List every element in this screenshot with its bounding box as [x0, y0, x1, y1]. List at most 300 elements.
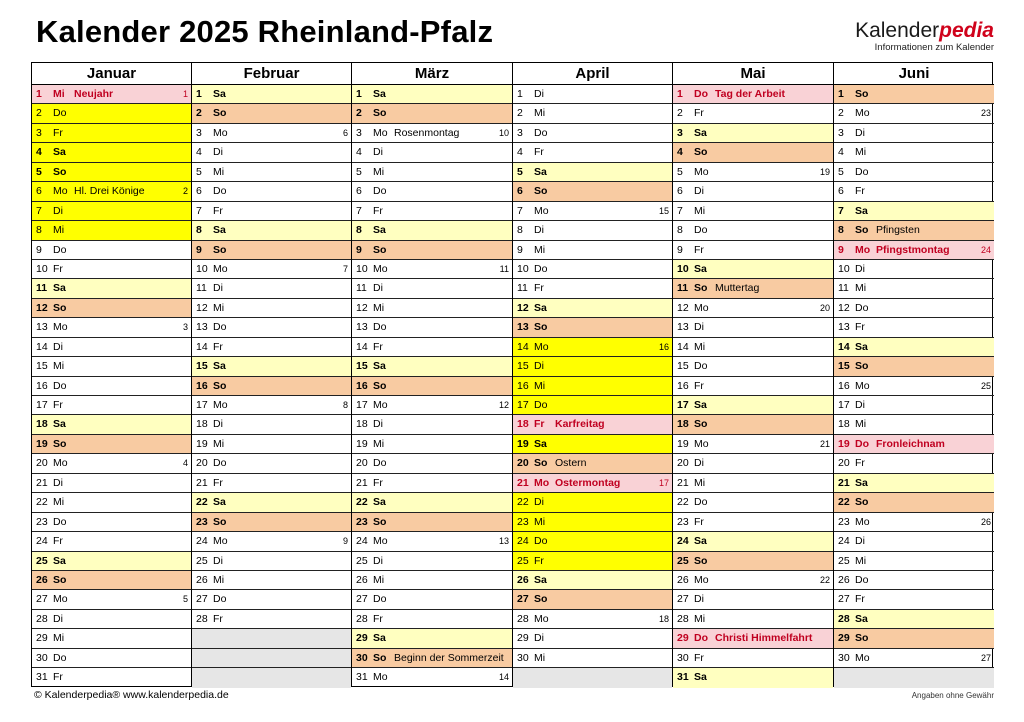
- day-row: [32, 396, 191, 415]
- day-number: 19: [356, 437, 368, 450]
- holiday-label: Tag der Arbeit: [715, 88, 786, 100]
- day-number: 6: [356, 185, 362, 198]
- day-number: 18: [356, 418, 368, 431]
- holiday-label: Neujahr: [74, 88, 114, 100]
- day-row: [673, 241, 833, 260]
- day-number: 19: [36, 437, 48, 450]
- day-row: [513, 299, 672, 318]
- day-number: 27: [517, 593, 529, 606]
- day-row: [352, 493, 512, 512]
- day-number: 26: [196, 573, 208, 586]
- weekday: Do: [53, 107, 67, 120]
- holiday-label: Karfreitag: [555, 418, 605, 431]
- day-row: [352, 241, 512, 260]
- weekday: Sa: [534, 573, 547, 586]
- day-number: 7: [838, 204, 844, 217]
- day-number: 5: [196, 165, 202, 178]
- day-number: 13: [517, 321, 529, 334]
- day-row: [192, 85, 351, 104]
- page-title: Kalender 2025 Rheinland-Pfalz: [36, 14, 494, 49]
- day-number: 2: [838, 107, 844, 120]
- day-row: [513, 532, 672, 551]
- day-row: [352, 124, 512, 143]
- day-number: 12: [517, 301, 529, 314]
- day-number: 9: [517, 243, 523, 256]
- day-row: [834, 396, 994, 415]
- weekday: Mo: [534, 612, 549, 625]
- day-number: 7: [677, 204, 683, 217]
- day-number: 26: [36, 573, 48, 586]
- week-number: 3: [182, 322, 188, 333]
- weekday: Fr: [373, 340, 383, 353]
- weekday: Mo: [373, 671, 388, 684]
- weekday: Fr: [373, 476, 383, 489]
- day-number: 8: [517, 224, 523, 237]
- weekday: Mo: [855, 379, 870, 392]
- weekday: Sa: [534, 165, 547, 178]
- weekday: Mo: [534, 204, 549, 217]
- weekday: So: [694, 554, 708, 567]
- day-row-empty: [834, 668, 994, 687]
- day-number: 25: [517, 554, 529, 567]
- weekday: Mi: [694, 612, 706, 625]
- day-number: 8: [196, 224, 202, 237]
- day-number: 18: [677, 418, 689, 431]
- brand-name-accent: pedia: [939, 19, 994, 42]
- day-number: 14: [838, 340, 850, 353]
- day-row: [673, 571, 833, 590]
- day-number: 11: [517, 282, 528, 295]
- weekday: Di: [534, 360, 544, 373]
- day-row: [32, 590, 191, 609]
- day-number: 1: [356, 88, 362, 100]
- day-row-empty: [192, 629, 351, 648]
- day-number: 14: [196, 340, 208, 353]
- day-number: 10: [196, 262, 208, 275]
- day-row: [834, 279, 994, 298]
- day-number: 1: [677, 88, 683, 100]
- day-row: [32, 357, 191, 376]
- day-number: 16: [838, 379, 850, 392]
- day-row: [32, 474, 191, 493]
- day-row: [673, 318, 833, 337]
- day-row: [673, 85, 833, 104]
- day-row: [834, 513, 994, 532]
- day-row: [834, 202, 994, 221]
- day-number: 13: [677, 321, 689, 334]
- day-number: 28: [517, 612, 529, 625]
- day-number: 11: [196, 282, 207, 295]
- day-number: 5: [677, 165, 683, 178]
- weekday: Mi: [53, 224, 65, 237]
- day-row: [673, 415, 833, 434]
- day-row: [673, 610, 833, 629]
- weekday: Mi: [534, 515, 546, 528]
- week-number: 26: [980, 516, 991, 527]
- day-row: [352, 85, 512, 104]
- weekday: Di: [53, 340, 63, 353]
- day-number: 20: [517, 457, 529, 470]
- weekday: Do: [213, 321, 227, 334]
- day-number: 3: [838, 126, 844, 139]
- day-number: 15: [196, 360, 208, 373]
- day-row: [352, 299, 512, 318]
- week-number: 4: [182, 458, 188, 469]
- weekday: Mo: [53, 593, 68, 606]
- weekday: Mo: [694, 301, 709, 314]
- day-row: [834, 163, 994, 182]
- day-row: [192, 221, 351, 240]
- day-number: 10: [517, 262, 529, 275]
- day-row: [32, 318, 191, 337]
- day-number: 15: [36, 360, 48, 373]
- day-number: 25: [36, 554, 48, 567]
- day-number: 20: [36, 457, 48, 470]
- week-number: 14: [498, 672, 509, 683]
- day-row: [32, 435, 191, 454]
- week-number: 25: [980, 380, 991, 391]
- day-row: [513, 338, 672, 357]
- day-row: [834, 610, 994, 629]
- weekday: Di: [534, 88, 544, 100]
- day-number: 8: [677, 224, 683, 237]
- day-row: [673, 454, 833, 473]
- weekday: Mo: [534, 476, 550, 489]
- weekday: So: [534, 185, 548, 198]
- day-row: [192, 260, 351, 279]
- day-number: 24: [517, 535, 529, 548]
- day-row: [352, 202, 512, 221]
- day-number: 24: [356, 535, 368, 548]
- week-number: 16: [658, 341, 669, 352]
- day-row: [32, 163, 191, 182]
- day-row: [834, 474, 994, 493]
- weekday: Do: [694, 224, 708, 237]
- day-number: 9: [196, 243, 202, 256]
- day-row: [673, 182, 833, 201]
- day-number: 21: [517, 476, 529, 489]
- weekday: Do: [53, 243, 67, 256]
- day-row: [834, 260, 994, 279]
- weekday: Mi: [694, 340, 706, 353]
- day-number: 16: [356, 379, 368, 392]
- weekday: Di: [53, 476, 63, 489]
- day-number: 2: [196, 107, 202, 120]
- day-number: 13: [36, 321, 48, 334]
- day-row: [32, 279, 191, 298]
- day-row: [352, 357, 512, 376]
- day-number: 28: [36, 612, 48, 625]
- weekday: Di: [213, 282, 223, 295]
- weekday: Di: [213, 146, 223, 159]
- day-row: [352, 377, 512, 396]
- weekday: Mo: [373, 535, 388, 548]
- day-row: [352, 396, 512, 415]
- day-row: [673, 493, 833, 512]
- weekday: Mi: [534, 243, 546, 256]
- weekday: Fr: [534, 418, 545, 431]
- day-number: 4: [36, 146, 42, 159]
- weekday: Mi: [213, 301, 225, 314]
- weekday: Sa: [213, 224, 226, 237]
- day-row: [352, 532, 512, 551]
- week-number: 8: [342, 400, 348, 410]
- day-row: [834, 318, 994, 337]
- day-row: [834, 571, 994, 590]
- day-row: [32, 299, 191, 318]
- day-row: [32, 532, 191, 551]
- calendar-grid: [31, 62, 993, 687]
- day-row: [32, 377, 191, 396]
- footer-disclaimer: Angaben ohne Gewähr: [911, 691, 994, 700]
- day-row: [32, 221, 191, 240]
- day-row: [32, 338, 191, 357]
- day-number: 4: [677, 146, 683, 159]
- day-row: [513, 415, 672, 434]
- weekday: So: [534, 593, 548, 606]
- day-row: [673, 435, 833, 454]
- day-row: [834, 590, 994, 609]
- day-row: [834, 338, 994, 357]
- weekday: Di: [213, 418, 223, 431]
- day-number: 29: [356, 632, 368, 645]
- day-number: 15: [517, 360, 529, 373]
- day-number: 5: [838, 165, 844, 178]
- day-row: [513, 513, 672, 532]
- day-row-empty: [513, 668, 672, 687]
- weekday: Do: [213, 185, 227, 198]
- day-number: 16: [677, 379, 689, 392]
- weekday: So: [53, 573, 67, 586]
- weekday: Do: [694, 360, 708, 373]
- day-number: 2: [36, 107, 42, 120]
- day-number: 15: [838, 360, 850, 373]
- day-row: [834, 241, 994, 260]
- weekday: Do: [213, 457, 227, 470]
- holiday-label: Muttertag: [715, 282, 760, 295]
- day-number: 16: [196, 379, 208, 392]
- day-row: [32, 552, 191, 571]
- day-number: 30: [36, 651, 48, 664]
- day-row: [673, 221, 833, 240]
- day-number: 24: [677, 535, 689, 548]
- month-column-mai: [673, 63, 834, 686]
- day-row: [673, 279, 833, 298]
- day-number: 5: [36, 165, 42, 178]
- day-row: [673, 104, 833, 123]
- day-row: [32, 241, 191, 260]
- day-number: 1: [838, 88, 844, 100]
- day-number: 12: [838, 301, 850, 314]
- month-header: Januar: [32, 63, 191, 85]
- weekday: Do: [213, 593, 227, 606]
- day-row: [673, 143, 833, 162]
- weekday: So: [534, 321, 548, 334]
- day-number: 2: [517, 107, 523, 120]
- weekday: Mi: [534, 651, 546, 664]
- weekday: Fr: [855, 321, 865, 334]
- weekday: Fr: [534, 146, 544, 159]
- day-number: 15: [677, 360, 689, 373]
- day-number: 29: [677, 632, 689, 645]
- day-number: 17: [677, 399, 689, 411]
- day-number: 27: [36, 593, 48, 606]
- weekday: Do: [855, 437, 869, 450]
- day-number: 18: [838, 418, 850, 431]
- day-row: [673, 649, 833, 668]
- day-number: 21: [196, 476, 208, 489]
- day-number: 28: [196, 612, 208, 625]
- day-number: 4: [356, 146, 362, 159]
- weekday: Mo: [855, 651, 870, 664]
- day-row: [673, 338, 833, 357]
- brand-name-main: Kalender: [855, 19, 940, 42]
- day-number: 26: [677, 573, 689, 586]
- day-number: 9: [36, 243, 42, 256]
- weekday: Do: [373, 185, 387, 198]
- weekday: Fr: [855, 457, 865, 470]
- holiday-label: Hl. Drei Könige: [74, 185, 145, 198]
- day-row: [192, 454, 351, 473]
- weekday: So: [855, 88, 869, 100]
- day-number: 17: [196, 399, 208, 411]
- day-number: 23: [196, 515, 208, 528]
- week-number: 27: [980, 652, 991, 663]
- week-number: 11: [499, 263, 509, 274]
- day-row: [192, 163, 351, 182]
- holiday-label: Ostermontag: [555, 476, 621, 489]
- day-row: [834, 124, 994, 143]
- day-number: 8: [36, 224, 42, 237]
- day-number: 4: [838, 146, 844, 159]
- day-number: 30: [677, 651, 689, 664]
- weekday: Sa: [534, 301, 547, 314]
- day-number: 1: [517, 88, 523, 100]
- day-row: [32, 649, 191, 668]
- weekday: Do: [855, 301, 869, 314]
- day-number: 13: [196, 321, 208, 334]
- day-number: 20: [677, 457, 689, 470]
- weekday: Mo: [694, 165, 709, 178]
- week-number: 6: [342, 127, 348, 138]
- day-row: [673, 202, 833, 221]
- day-number: 3: [517, 126, 523, 139]
- month-header: April: [513, 63, 672, 85]
- weekday: Sa: [53, 554, 66, 567]
- day-row: [834, 143, 994, 162]
- day-row: [513, 182, 672, 201]
- day-row: [513, 357, 672, 376]
- weekday: Di: [855, 399, 865, 411]
- day-row: [192, 318, 351, 337]
- weekday: Do: [373, 593, 387, 606]
- weekday: Sa: [53, 418, 66, 431]
- day-number: 29: [838, 632, 850, 645]
- day-number: 9: [838, 243, 844, 256]
- day-number: 24: [196, 535, 208, 548]
- weekday: Sa: [373, 224, 386, 237]
- weekday: Mo: [373, 262, 388, 275]
- weekday: Do: [534, 535, 548, 548]
- day-number: 15: [356, 360, 368, 373]
- weekday: Fr: [53, 535, 63, 548]
- day-row: [513, 454, 672, 473]
- day-number: 11: [36, 282, 48, 295]
- day-number: 4: [517, 146, 523, 159]
- weekday: Di: [855, 262, 865, 275]
- weekday: Mo: [213, 126, 228, 139]
- weekday: So: [213, 243, 227, 256]
- day-number: 27: [356, 593, 368, 606]
- weekday: Sa: [855, 204, 868, 217]
- day-number: 3: [356, 126, 362, 139]
- weekday: Di: [53, 204, 63, 217]
- day-number: 30: [838, 651, 850, 664]
- weekday: Fr: [53, 399, 63, 411]
- week-number: 1: [182, 89, 188, 99]
- weekday: Sa: [373, 632, 386, 645]
- week-number: 19: [819, 166, 830, 177]
- weekday: Di: [534, 224, 544, 237]
- day-number: 25: [196, 554, 208, 567]
- day-row: [513, 143, 672, 162]
- day-row: [834, 629, 994, 648]
- weekday: So: [213, 515, 227, 528]
- weekday: So: [213, 107, 227, 120]
- day-row: [513, 377, 672, 396]
- weekday: Fr: [53, 671, 63, 684]
- weekday: So: [53, 437, 67, 450]
- day-row: [834, 415, 994, 434]
- weekday: Di: [694, 321, 704, 334]
- weekday: Di: [855, 535, 865, 548]
- day-number: 12: [677, 301, 689, 314]
- weekday: Sa: [694, 535, 707, 548]
- weekday: Mo: [373, 399, 388, 411]
- weekday: Sa: [373, 360, 386, 373]
- day-row: [352, 610, 512, 629]
- weekday: Do: [694, 88, 708, 100]
- day-number: 1: [36, 88, 42, 100]
- weekday: Do: [53, 379, 67, 392]
- brand-wordmark: [855, 20, 994, 41]
- day-row: [673, 668, 833, 687]
- day-number: 19: [196, 437, 208, 450]
- weekday: Di: [534, 496, 544, 509]
- week-number: 2: [182, 186, 188, 197]
- day-row: [513, 590, 672, 609]
- day-number: 9: [356, 243, 362, 256]
- day-row: [352, 668, 512, 687]
- day-row: [834, 493, 994, 512]
- day-row: [673, 163, 833, 182]
- weekday: Fr: [213, 476, 223, 489]
- day-number: 14: [36, 340, 48, 353]
- weekday: Mo: [855, 243, 871, 256]
- day-row: [352, 338, 512, 357]
- day-row: [834, 552, 994, 571]
- weekday: Fr: [534, 282, 544, 295]
- weekday: Do: [855, 573, 869, 586]
- day-row: [32, 85, 191, 104]
- day-number: 6: [517, 185, 523, 198]
- day-number: 16: [517, 379, 529, 392]
- brand-logo[interactable]: [855, 20, 994, 53]
- day-row: [192, 338, 351, 357]
- weekday: So: [373, 651, 387, 664]
- day-row: [192, 124, 351, 143]
- day-number: 21: [838, 476, 850, 489]
